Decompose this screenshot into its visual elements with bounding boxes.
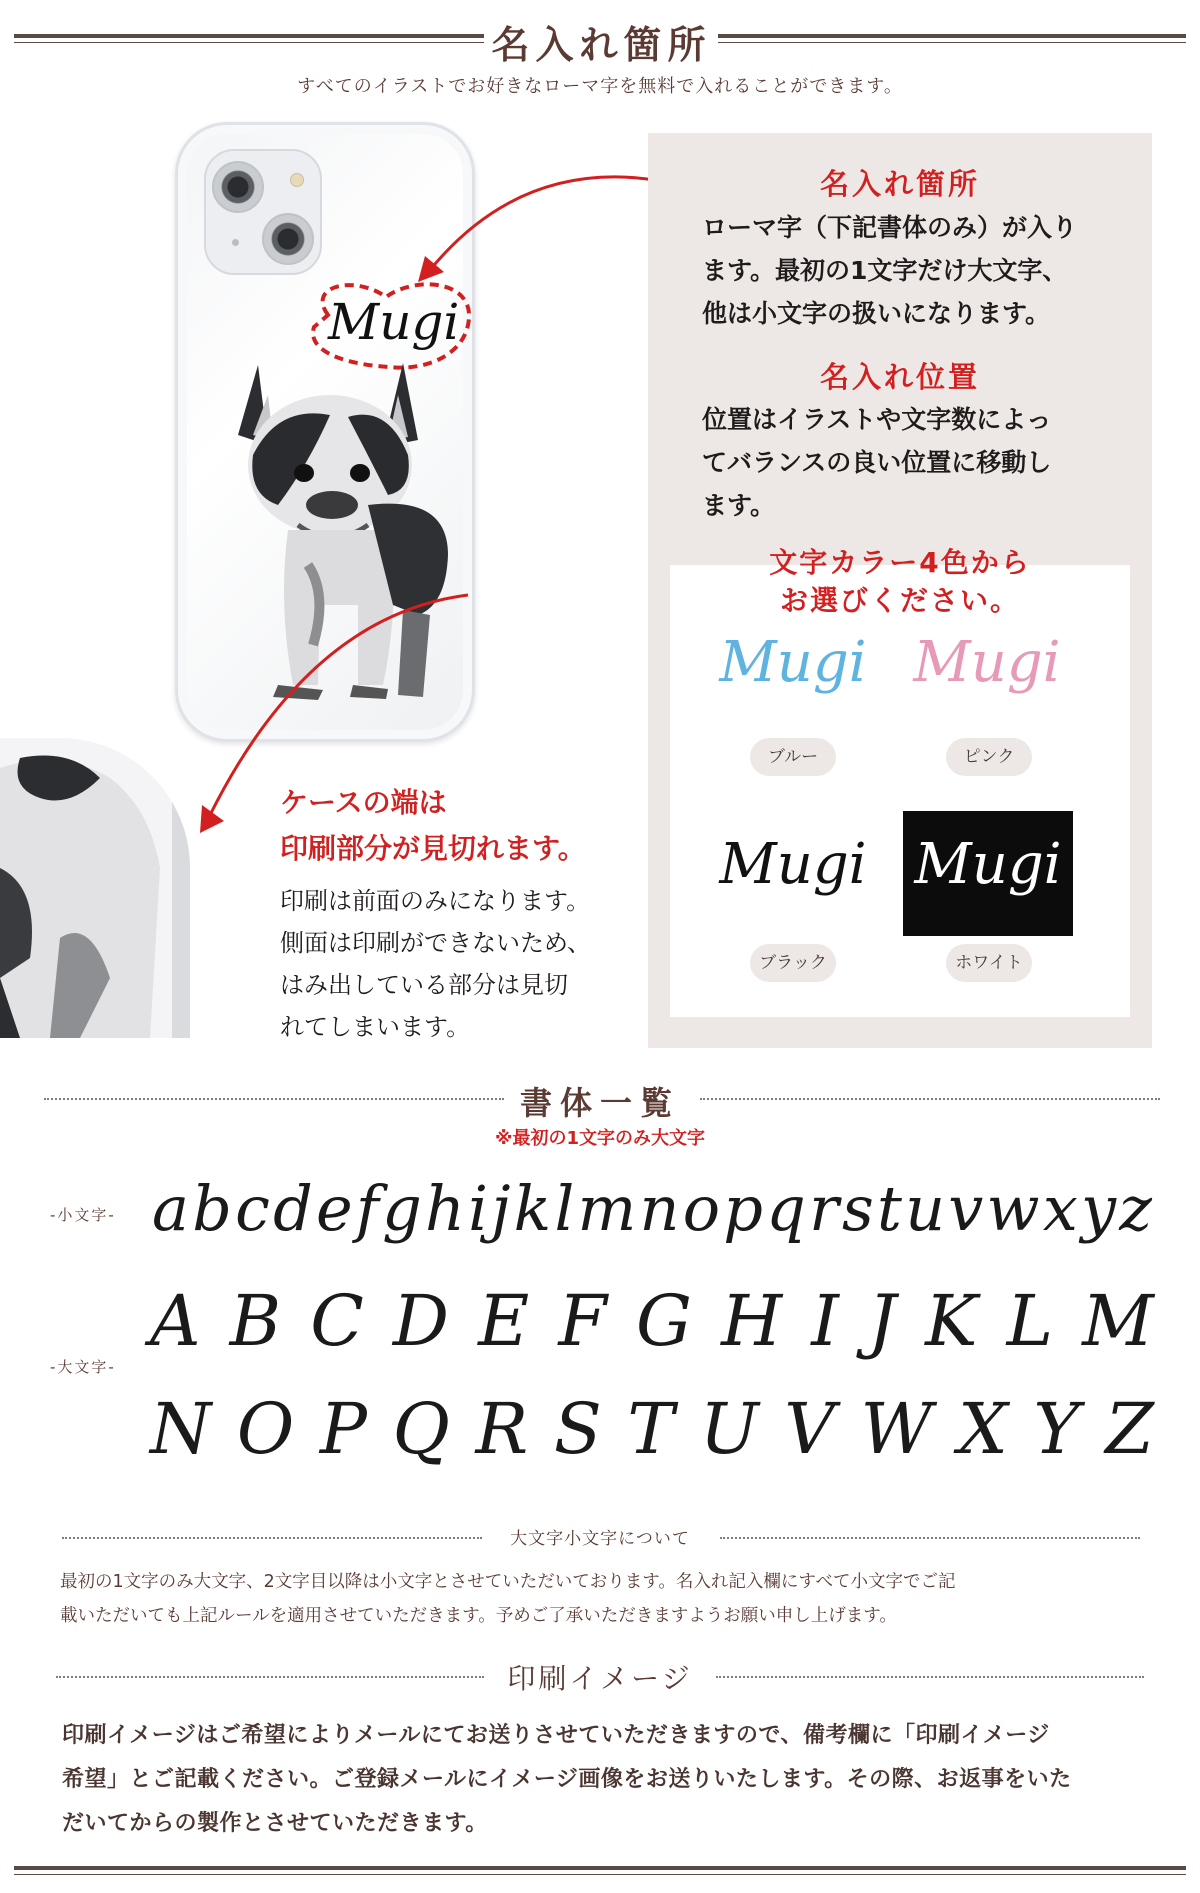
glyph-A: A bbox=[150, 1280, 201, 1362]
lowercase-label: -小文字- bbox=[50, 1206, 116, 1224]
page-subtitle: すべてのイラストでお好きなローマ字を無料で入れることができます。 bbox=[297, 76, 903, 97]
header-rule-left-thin bbox=[14, 42, 484, 43]
glyph-Z: Z bbox=[1105, 1388, 1154, 1470]
glyph-E: E bbox=[478, 1280, 530, 1362]
fonts-title: 書体一覧 bbox=[519, 1084, 680, 1122]
glyph-t: t bbox=[877, 1172, 902, 1245]
glyph-D: D bbox=[392, 1280, 450, 1362]
color-sample-pink: Mugi bbox=[913, 630, 1061, 695]
camera-lens-icon bbox=[262, 213, 314, 265]
color-option-white[interactable]: ホワイト bbox=[946, 944, 1032, 982]
uppercase-label: -大文字- bbox=[50, 1358, 116, 1376]
glyph-U: U bbox=[699, 1388, 759, 1470]
uppercase-alphabet-row-1 bbox=[150, 1280, 1154, 1362]
glyph-P: P bbox=[319, 1388, 367, 1470]
header-rule-right bbox=[718, 34, 1186, 38]
glyph-b: b bbox=[192, 1172, 232, 1245]
print-image-text: 印刷イメージはご希望によりメールにてお送りさせていただきますので、備考欄に「印刷イメージ 希望」とご記載ください。ご登録メールにイメージ画像をお送りいたします。その際、お返事をいた だいてからの製作とさせていただきます。 bbox=[62, 1723, 1072, 1836]
glyph-B: B bbox=[229, 1280, 282, 1362]
glyph-i: i bbox=[468, 1172, 488, 1245]
arrow-to-name-icon bbox=[400, 150, 660, 310]
glyph-a: a bbox=[152, 1172, 189, 1245]
fonts-rule-left bbox=[44, 1098, 504, 1100]
section-title-position: 名入れ位置 bbox=[819, 360, 980, 394]
case-rule-title: 大文字小文字について bbox=[510, 1529, 690, 1549]
section-body-location: ローマ字（下記書体のみ）が入り ます。最初の1文字だけ大文字、 他は小文字の扱いになります。 bbox=[702, 213, 1078, 328]
glyph-f: f bbox=[355, 1172, 379, 1245]
footer-rule-thin bbox=[14, 1874, 1186, 1875]
header-rule-left bbox=[14, 34, 484, 38]
flash-icon bbox=[290, 173, 304, 187]
glyph-w: w bbox=[986, 1172, 1040, 1245]
glyph-u: u bbox=[905, 1172, 946, 1245]
glyph-H: H bbox=[721, 1280, 783, 1362]
glyph-q: q bbox=[766, 1172, 806, 1245]
mic-icon bbox=[232, 239, 239, 246]
glyph-Q: Q bbox=[392, 1388, 450, 1470]
page-title: 名入れ箇所 bbox=[491, 23, 712, 67]
edge-note-title: ケースの端は 印刷部分が見切れます。 bbox=[280, 786, 586, 865]
case-rule-text: 最初の1文字のみ大文字、2文字目以降は小文字とさせていただいております。名入れ記入欄にすべて小文字でご記 載いただいても上記ルールを適用させていただきます。予めご了承いただきますようお願い申し上げます。 bbox=[60, 1572, 956, 1626]
glyph-x: x bbox=[1042, 1172, 1078, 1245]
glyph-W: W bbox=[860, 1388, 933, 1470]
glyph-y: y bbox=[1081, 1172, 1117, 1245]
camera-module bbox=[204, 149, 322, 275]
glyph-C: C bbox=[310, 1280, 364, 1362]
glyph-d: d bbox=[273, 1172, 313, 1245]
color-sample-blue: Mugi bbox=[719, 630, 867, 695]
glyph-m: m bbox=[577, 1172, 637, 1245]
glyph-X: X bbox=[957, 1388, 1008, 1470]
glyph-S: S bbox=[553, 1388, 602, 1470]
uppercase-alphabet-row-2 bbox=[150, 1388, 1154, 1470]
color-sample-white: Mugi bbox=[914, 832, 1062, 897]
glyph-r: r bbox=[809, 1172, 839, 1245]
glyph-o: o bbox=[682, 1172, 721, 1245]
glyph-n: n bbox=[639, 1172, 680, 1245]
glyph-v: v bbox=[948, 1172, 984, 1245]
glyph-p: p bbox=[723, 1172, 763, 1245]
glyph-L: L bbox=[1006, 1280, 1054, 1362]
glyph-J: J bbox=[868, 1280, 897, 1362]
lowercase-alphabet bbox=[152, 1172, 1152, 1245]
glyph-s: s bbox=[841, 1172, 874, 1245]
color-option-black[interactable]: ブラック bbox=[750, 944, 836, 982]
section-body-position: 位置はイラストや文字数によっ てバランスの良い位置に移動し ます。 bbox=[702, 405, 1052, 520]
fonts-note: ※最初の1文字のみ大文字 bbox=[494, 1128, 706, 1149]
glyph-M: M bbox=[1082, 1280, 1154, 1362]
glyph-l: l bbox=[554, 1172, 575, 1245]
fonts-rule-right bbox=[700, 1098, 1160, 1100]
camera-lens-icon bbox=[212, 161, 264, 213]
glyph-k: k bbox=[513, 1172, 552, 1245]
color-title: 文字カラー4色から お選びください。 bbox=[769, 546, 1031, 617]
glyph-G: G bbox=[636, 1280, 692, 1362]
glyph-j: j bbox=[491, 1172, 511, 1245]
glyph-V: V bbox=[784, 1388, 835, 1470]
glyph-c: c bbox=[235, 1172, 270, 1245]
color-option-pink[interactable]: ピンク bbox=[946, 738, 1032, 776]
glyph-T: T bbox=[627, 1388, 675, 1470]
color-sample-black: Mugi bbox=[719, 832, 867, 897]
glyph-R: R bbox=[475, 1388, 529, 1470]
header-rule-right-thin bbox=[718, 42, 1186, 43]
glyph-e: e bbox=[315, 1172, 353, 1245]
glyph-I: I bbox=[811, 1280, 839, 1362]
glyph-O: O bbox=[236, 1388, 295, 1470]
glyph-h: h bbox=[425, 1172, 465, 1245]
glyph-g: g bbox=[382, 1172, 422, 1245]
section-title-location: 名入れ箇所 bbox=[819, 167, 980, 201]
edge-note-body: 印刷は前面のみになります。 側面は印刷ができないため、 はみ出している部分は見切 れてしまいます。 bbox=[280, 887, 592, 1041]
edge-zoom-image bbox=[0, 738, 190, 1038]
print-image-title: 印刷イメージ bbox=[507, 1662, 693, 1695]
glyph-z: z bbox=[1119, 1172, 1152, 1245]
glyph-Y: Y bbox=[1033, 1388, 1080, 1470]
glyph-F: F bbox=[558, 1280, 607, 1362]
sample-name-text: Mugi bbox=[328, 293, 460, 351]
glyph-N: N bbox=[150, 1388, 212, 1470]
glyph-K: K bbox=[925, 1280, 978, 1362]
color-option-blue[interactable]: ブルー bbox=[750, 738, 836, 776]
footer-rule bbox=[14, 1866, 1186, 1870]
